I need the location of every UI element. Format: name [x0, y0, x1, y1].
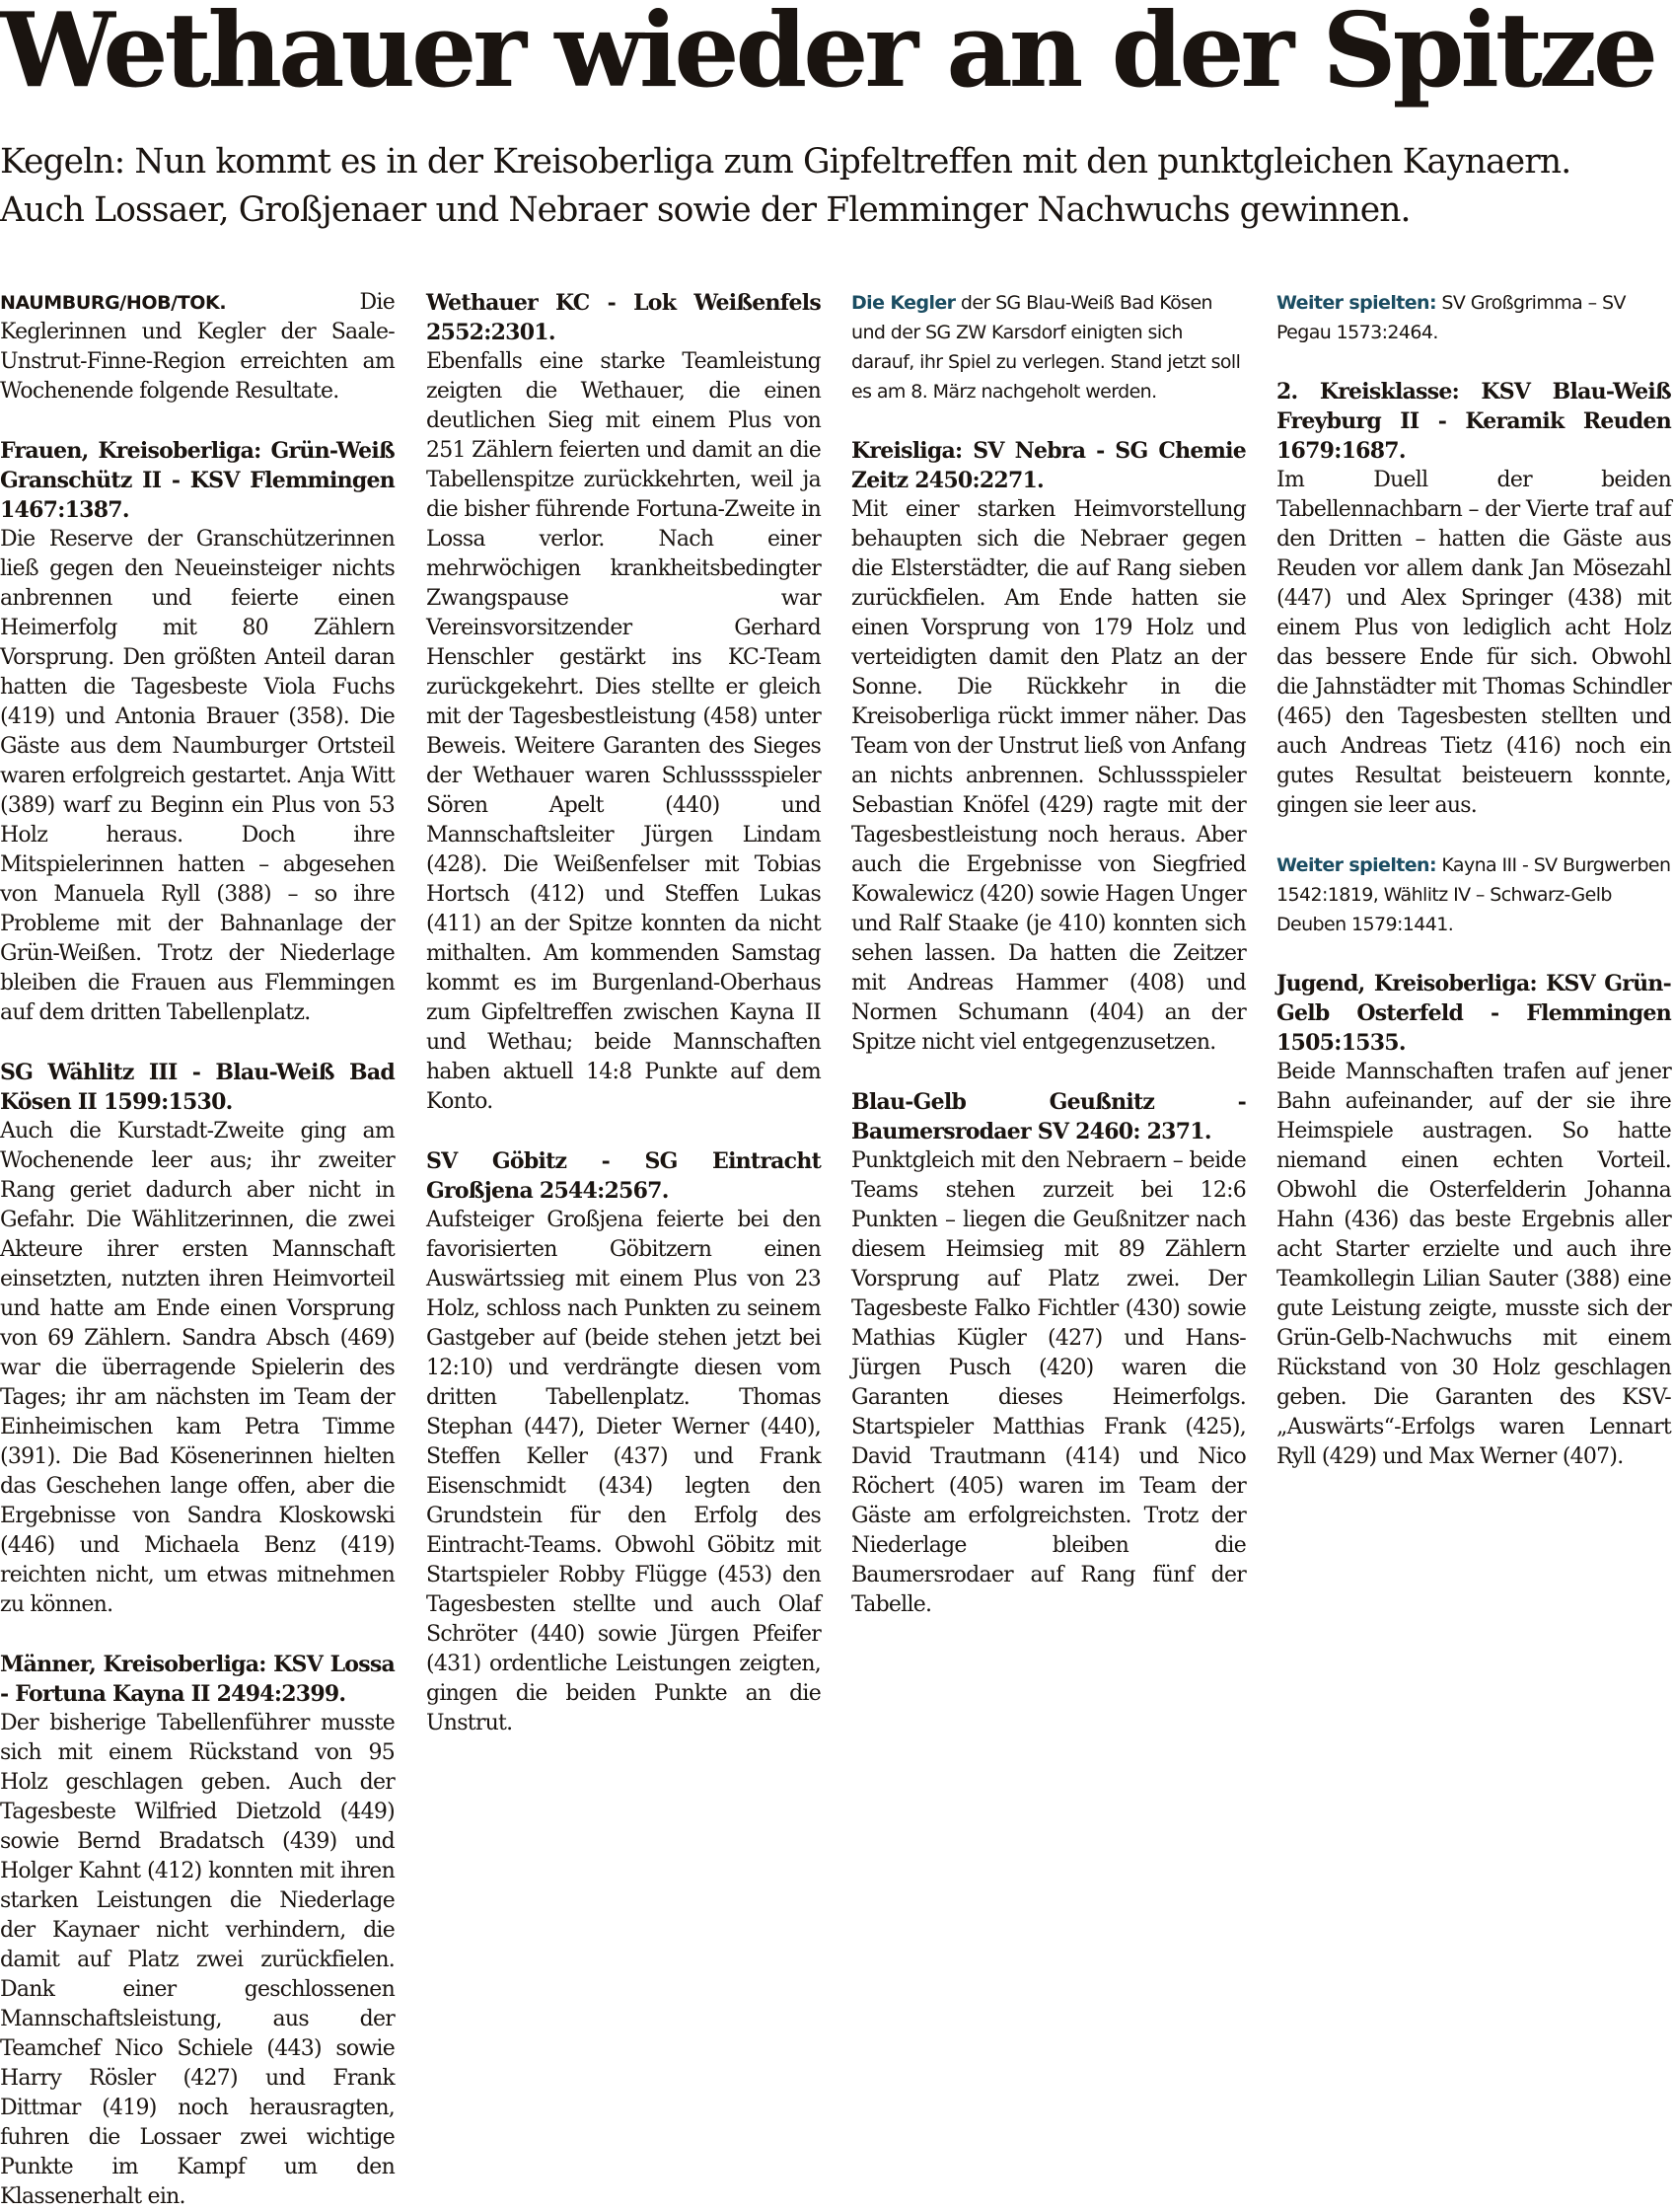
section-jugend-text: Beide Mannschaften trafen auf jener Bahn aufeinander, auf der sie ihre Heimspiele austragen. So hatte niemand einen echten Vorteil. Obwohl die Osterfelderin Johanna Hahn (436) das beste Ergebnis aller acht Starter erzielte und auch ihre Teamkollegin Lilian Sauter (388) eine gute Leistung zeigte, musste sich der Grün-Gelb-Nachwuchs mit einem Rückstand von 30 Holz geschlagen geben. Die Garanten des KSV-„Auswärts“-Erfolgs waren Lennart Ryll (429) und Max Werner (407).	[1276, 1060, 1671, 1469]
weiter-spielten-2-label: Weiter spielten:	[1276, 854, 1436, 876]
intro-paragraph	[0, 288, 395, 406]
section-wethau-text: Ebenfalls eine starke Teamleistung zeigten die Wethauer, die einen deutlichen Sieg mit einem Plus von 251 Zählern feierten und damit an die Tabellenspitze zurückkehrten, weil ja die bisher führende Fortuna-Zweite in Lossa verlor. Nach einer mehrwöchigen krankheitsbedingter Zwangspause war Vereinsvorsitzender Gerhard Henschler gestärkt ins KC-Team zurückgekehrt. Dies stellte er gleich mit der Tagesbestleistung (458) unter Beweis. Weitere Garanten des Sieges der Wethauer waren Schlusssspieler Sören Apelt (440) und Mannschaftsleiter Jürgen Lindam (428). Die Weißenfelser mit Tobias Hortsch (412) und Steffen Lukas (411) an der Spitze konnten da nicht mithalten. Am kommenden Samstag kommt es im Burgenland-Oberhaus zum Gipfeltreffen zwischen Kayna II und Wethau; beide Mannschaften haben aktuell 14:8 Punkte auf dem Konto.	[426, 349, 821, 1114]
section-kreisklasse	[1276, 377, 1671, 821]
section-geussnitz-title: Blau-Gelb Geußnitz - Baumersrodaer SV 2460: 2371.	[851, 1089, 1246, 1144]
note-bad-koesen-text: der SG Blau-Weiß Bad Kösen und der SG ZW Karsdorf einigten sich darauf, ihr Spiel zu verlegen. Stand jetzt soll es am 8. März nachgeholt werden.	[851, 292, 1241, 403]
section-kreisliga-title: Kreisliga: SV Nebra - SG Chemie Zeitz 2450:2271.	[851, 438, 1246, 493]
section-frauen	[0, 436, 395, 1028]
section-frauen-title: Frauen, Kreisoberliga: Grün-Weiß Granschütz II - KSV Flemmingen 1467:1387.	[0, 438, 395, 523]
headline: Wethauer wieder an der Spitze	[0, 0, 1655, 111]
section-kreisklasse-title: 2. Kreisklasse: KSV Blau-Weiß Freyburg II - Keramik Reuden 1679:1687.	[1276, 379, 1671, 464]
dateline: NAUMBURG/HOB/TOK.	[0, 292, 227, 314]
section-maenner-text: Der bisherige Tabellenführer musste sich mit einem Rückstand von 95 Holz geschlagen geben. Auch der Tagesbeste Wilfried Dietzold (449) sowie Bernd Bradatsch (439) und Holger Kahnt (412) konnten mit ihren starken Leistungen die Niederlage der Kaynaer nicht verhindern, die damit auf Platz zwei zurückfielen. Dank einer geschlossenen Mannschaftsleistung, aus der Teamchef Nico Schiele (443) sowie Harry Rösler (427) und Frank Dittmar (419) noch herausragten, fuhren die Lossaer zwei wichtige Punkte im Kampf um den Klassenerhalt ein.	[0, 1711, 395, 2209]
note-weiter-spielten-1	[1276, 288, 1671, 347]
weiter-spielten-1-text: SV Großgrimma – SV Pegau 1573:2464.	[1276, 292, 1626, 343]
section-waehlitz-text: Auch die Kurstadt-Zweite ging am Wochenende leer aus; ihr zweiter Rang geriet dadurch aber nicht in Gefahr. Die Wählitzerinnen, die zwei Akteure ihrer ersten Mannschaft einsetzten, nutzten ihren Heimvorteil und hatte am Ende einen Vorsprung von 69 Zählern. Sandra Absch (469) war die überragende Spielerin des Tages; ihr am nächsten im Team der Einheimischen kam Petra Timme (391). Die Bad Kösenerinnen hielten das Geschehen lange offen, aber die Ergebnisse von Sandra Kloskowski (446) und Michaela Benz (419) reichten nicht, um etwas mitnehmen zu können.	[0, 1119, 395, 1617]
note-weiter-spielten-2	[1276, 850, 1671, 939]
section-wethau-title: Wethauer KC - Lok Weißenfels 2552:2301.	[426, 290, 821, 345]
section-frauen-text: Die Reserve der Granschützerinnen ließ gegen den Neueinsteiger nichts anbrennen und feierte einen Heimerfolg mit 80 Zählern Vorsprung. Den größten Anteil daran hatten die Tagesbeste Viola Fuchs (419) und Antonia Brauer (358). Die Gäste aus dem Naumburger Ortsteil waren erfolgreich gestartet. Anja Witt (389) warf zu Beginn ein Plus von 53 Holz heraus. Doch ihre Mitspielerinnen hatten – abgesehen von Manuela Ryll (388) – so ihre Probleme mit der Bahnanlage der Grün-Weißen. Trotz der Niederlage bleiben die Frauen aus Flemmingen auf dem dritten Tabellenplatz.	[0, 527, 395, 1025]
section-goebitz-text: Aufsteiger Großjena feierte bei den favorisierten Göbitzern einen Auswärtssieg mit einem Plus von 23 Holz, schloss nach Punkten zu seinem Gastgeber auf (beide stehen jetzt bei 12:10) und verdrängte diesen vom dritten Tabellenplatz. Thomas Stephan (447), Dieter Werner (440), Steffen Keller (437) und Frank Eisenschmidt (434) legten den Grundstein für den Erfolg des Eintracht-Teams. Obwohl Göbitz mit Startspieler Robby Flügge (453) den Tagesbesten stellte und auch Olaf Schröter (440) sowie Jürgen Pfeifer (431) ordentliche Leistungen zeigten, gingen die beiden Punkte an die Unstrut.	[426, 1208, 821, 1735]
section-goebitz	[426, 1146, 821, 1738]
weiter-spielten-2-text: Kayna III - SV Burgwerben 1542:1819, Wählitz IV – Schwarz-Gelb Deuben 1579:1441.	[1276, 854, 1671, 935]
article-column-4	[1276, 288, 1671, 1837]
subheadline-line-1: Kegeln: Nun kommt es in der Kreisoberliga zum Gipfeltreffen mit den punktgleichen Kaynaern.	[0, 142, 1571, 182]
section-wethau	[426, 288, 821, 1117]
section-geussnitz-text: Punktgleich mit den Nebraern – beide Teams stehen zurzeit bei 12:6 Punkten – liegen die Geußnitzer nach diesem Heimsieg mit 89 Zählern Vorsprung auf Platz zwei. Der Tagesbeste Falko Fichtler (430) sowie Mathias Kügler (427) und Hans-Jürgen Pusch (420) waren die Garanten dieses Heimerfolgs. Startspieler Matthias Frank (425), David Trautmann (414) und Nico Röchert (405) waren im Team der Gäste am erfolgreichsten. Trotz der Niederlage bleiben die Baumersrodaer auf Rang fünf der Tabelle.	[851, 1148, 1246, 1617]
section-jugend	[1276, 969, 1671, 1472]
weiter-spielten-1-label: Weiter spielten:	[1276, 292, 1436, 314]
section-maenner	[0, 1650, 395, 2212]
section-maenner-title: Männer, Kreisoberliga: KSV Lossa - Fortuna Kayna II 2494:2399.	[0, 1652, 395, 1707]
note-bad-koesen-label: Die Kegler	[851, 292, 956, 314]
section-waehlitz-title: SG Wählitz III - Blau-Weiß Bad Kösen II 1599:1530.	[0, 1060, 395, 1115]
subheadline-line-2: Auch Lossaer, Großjenaer und Nebraer sowie der Flemminger Nachwuchs gewinnen.	[0, 190, 1411, 230]
section-kreisliga-text: Mit einer starken Heimvorstellung behaupten sich die Nebraer gegen die Elsterstädter, die auf Rang sieben zurückfielen. Am Ende hatten sie einen Vorsprung von 179 Holz und verteidigten damit den Platz an der Sonne. Die Rückkehr in die Kreisoberliga rückt immer näher. Das Team von der Unstrut ließ von Anfang an nichts anbrennen. Schlussspieler Sebastian Knöfel (429) ragte mit der Tagesbestleistung noch heraus. Aber auch die Ergebnisse von Siegfried Kowalewicz (420) sowie Hagen Unger und Ralf Staake (je 410) konnten sich sehen lassen. Da hatten die Zeitzer mit Andreas Hammer (408) und Normen Schumann (404) an der Spitze nicht viel entgegenzusetzen.	[851, 497, 1246, 1055]
note-bad-koesen	[851, 288, 1246, 406]
section-jugend-title: Jugend, Kreisoberliga: KSV Grün-Gelb Osterfeld - Flemmingen 1505:1535.	[1276, 971, 1671, 1056]
subheadline	[0, 138, 1674, 235]
article-column-1	[0, 288, 395, 2209]
intro-text: Die Keglerinnen und Kegler der Saale-Unstrut-Finne-Region erreichten am Wochenende folgende Resultate.	[0, 290, 395, 404]
section-waehlitz	[0, 1058, 395, 1620]
section-geussnitz	[851, 1087, 1246, 1620]
section-goebitz-title: SV Göbitz - SG Eintracht Großjena 2544:2567.	[426, 1148, 821, 1204]
section-kreisliga	[851, 436, 1246, 1058]
article-column-2	[426, 288, 821, 1837]
article-column-3	[851, 288, 1246, 1837]
section-kreisklasse-text: Im Duell der beiden Tabellennachbarn – der Vierte traf auf den Dritten – hatten die Gäste aus Reuden vor allem dank Jan Mösezahl (447) und Alex Springer (438) mit einem Plus von lediglich acht Holz das bessere Ende für sich. Obwohl die Jahnstädter mit Thomas Schindler (465) den Tagesbesten stellten und auch Andreas Tietz (416) noch ein gutes Resultat beisteuern konnte, gingen sie leer aus.	[1276, 468, 1671, 818]
